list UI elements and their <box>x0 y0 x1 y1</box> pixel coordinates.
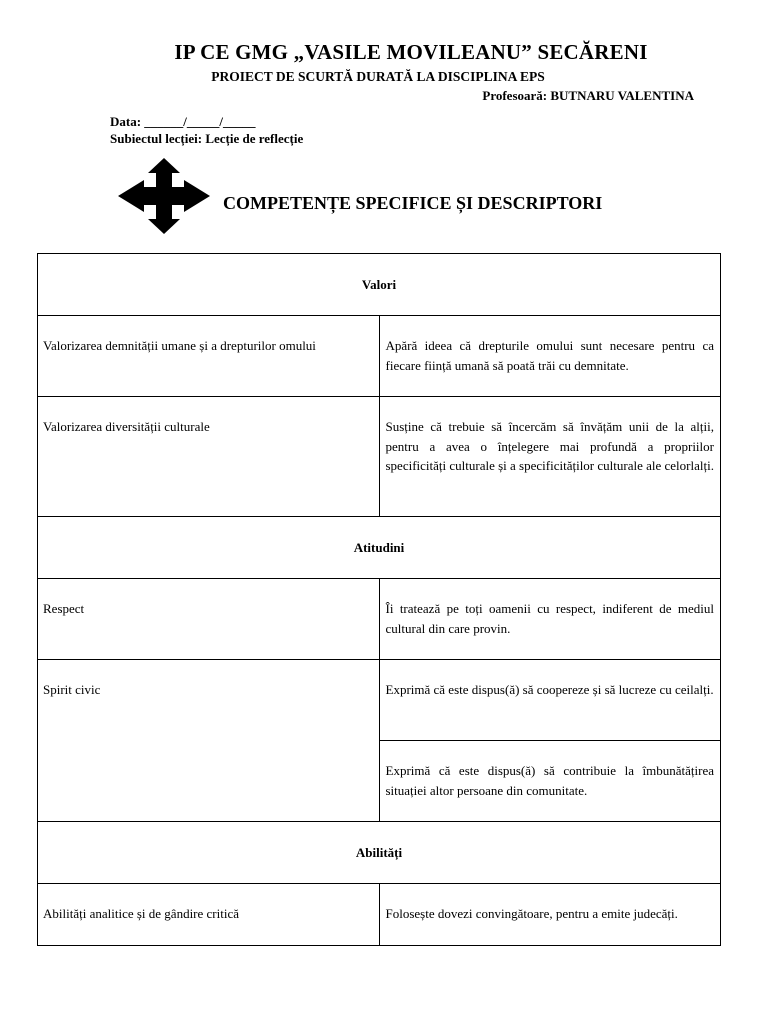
competence-cell <box>38 397 380 517</box>
descriptor-cell <box>379 316 721 397</box>
competence-cell <box>38 884 380 946</box>
competence-cell <box>38 660 380 822</box>
descriptor-cell <box>379 884 721 946</box>
descriptor-text: Susține că trebuie să încercăm să învățăm unii de la alții, pentru a avea o înțelegere mai profundă a propriilor specificități culturale și a specificităților culturale ale celorlalți. <box>385 419 714 473</box>
competence-text: Valorizarea diversității culturale <box>43 419 210 434</box>
descriptor-cell <box>379 660 721 741</box>
category-row-abilitati <box>38 822 721 884</box>
descriptor-text: Exprimă că este dispus(ă) să contribuie la îmbunătățirea situației altor persoane din comunitate. <box>385 763 714 798</box>
category-row-atitudini <box>38 517 721 579</box>
table-row <box>38 660 721 741</box>
table-row <box>38 579 721 660</box>
table-row <box>38 884 721 946</box>
descriptor-cell <box>379 579 721 660</box>
competences-table <box>37 253 721 946</box>
teacher-name: Profesoară: BUTNARU VALENTINA <box>482 88 694 103</box>
competence-text: Spirit civic <box>43 682 101 697</box>
category-row-valori <box>38 254 721 316</box>
descriptor-text: Folosește dovezi convingătoare, pentru a emite judecăți. <box>385 906 678 921</box>
table-row <box>38 316 721 397</box>
competence-cell <box>38 579 380 660</box>
descriptor-text: Apără ideea că drepturile omului sunt necesare pentru ca fiecare ființă umană să poată trăi cu demnitate. <box>385 338 714 373</box>
competence-cell <box>38 316 380 397</box>
descriptor-text: Îi tratează pe toți oamenii cu respect, indiferent de mediul cultural din care provin. <box>385 601 714 636</box>
descriptor-cell <box>379 741 721 822</box>
competence-text: Abilități analitice și de gândire critică <box>43 906 240 921</box>
section-heading: COMPETENȚE SPECIFICE ȘI DESCRIPTORI <box>223 193 603 213</box>
project-subtitle: PROIECT DE SCURTĂ DURATĂ LA DISCIPLINA EPS <box>211 69 545 84</box>
competence-text: Valorizarea demnității umane și a drepturilor omului <box>43 338 316 353</box>
descriptor-cell <box>379 397 721 517</box>
table-row <box>38 397 721 517</box>
category-header: Valori <box>38 254 721 316</box>
competence-text: Respect <box>43 601 85 616</box>
four-way-arrow-icon <box>118 158 210 234</box>
descriptor-text: Exprimă că este dispus(ă) să coopereze și să lucreze cu ceilalți. <box>385 682 714 697</box>
page-title: IP CE GMG „VASILE MOVILEANU” SECĂRENI <box>174 40 648 64</box>
lesson-subject: Subiectul lecției: Lecție de reflecție <box>110 131 304 146</box>
date-line: Data: ______/_____/_____ <box>110 114 256 129</box>
category-header: Abilități <box>38 822 721 884</box>
category-header: Atitudini <box>38 517 721 579</box>
